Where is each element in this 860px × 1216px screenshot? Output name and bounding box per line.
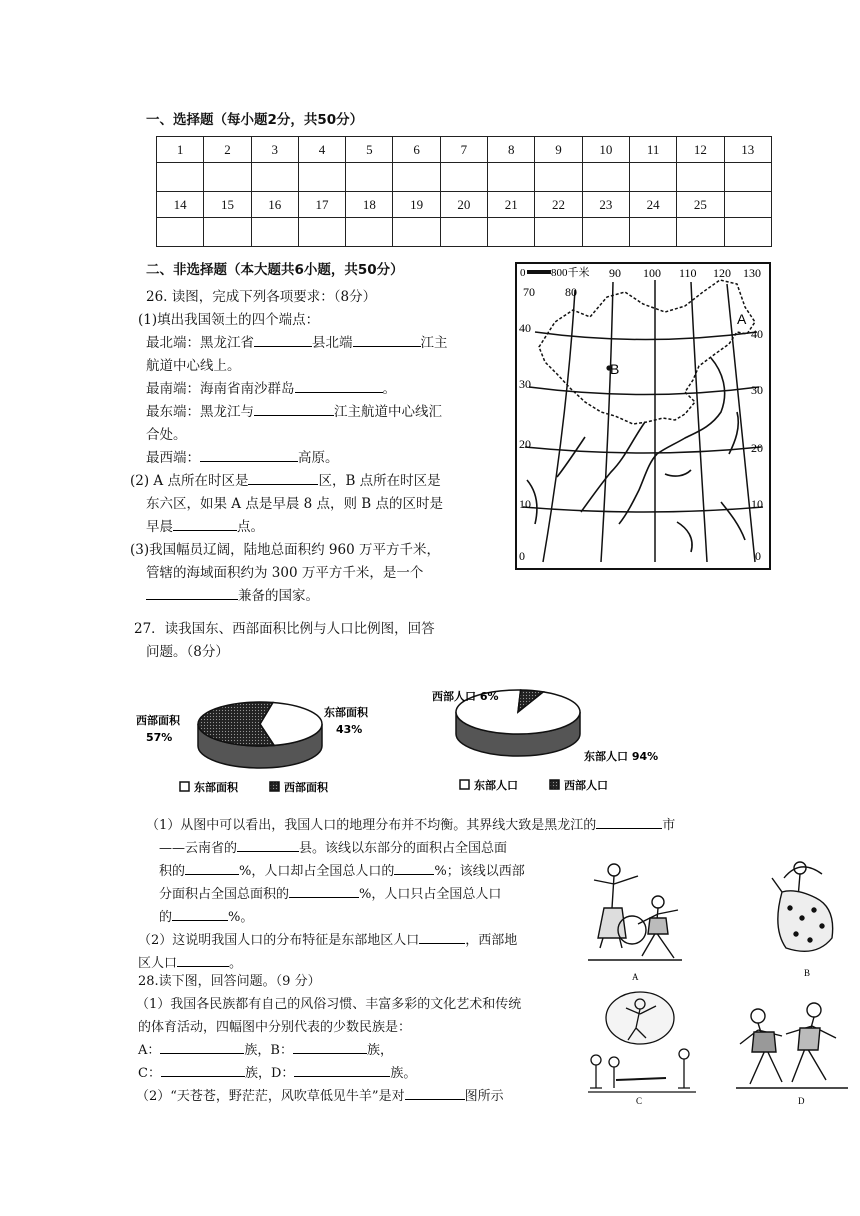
answer-cell[interactable] [629,163,676,192]
pie1-east-pct: 43% [336,723,363,736]
pie1-legend-west: 西部面积 [284,781,328,794]
pie1-legend-east: 东部面积 [194,781,238,794]
pie1-west-pct: 57% [146,731,173,744]
answer-cell[interactable] [251,218,298,247]
svg-text:0: 0 [520,267,526,279]
pie1-west-label: 西部面积 [136,714,180,727]
answer-cell[interactable] [393,163,440,192]
china-map [515,262,771,576]
question-number-cell: 4 [298,137,345,163]
answer-cell[interactable] [393,218,440,247]
svg-text:40: 40 [519,321,531,335]
question-number-cell: 16 [251,192,298,218]
question-number-cell: 14 [157,192,204,218]
lon-120: 120 [713,266,731,280]
svg-text:0: 0 [755,549,761,563]
question-number-cell: 23 [582,192,629,218]
answer-cell[interactable] [535,163,582,192]
svg-text:20: 20 [751,441,763,455]
question-number-cell: 13 [724,137,771,163]
section1-title: 一、选择题（每小题2分，共50分） [146,112,364,128]
question-26: 26. 读图，完成下列各项要求：（8分） (1)填出我国领土的四个端点： 最北端：黑龙江省 县北端 江主 航道中心线上。 最南端：海南省南沙群岛 。 最东端：黑龙江与 江主航道中心线汇 合处。 最西端： 高原。 (2) A 点所在时区是 区，B 点所在时区是 东六区，如果 A 点是早晨 8 点，则 B 点的区时是 早晨 点。 (3)我国幅员辽阔，陆地总面积约 960 万平方千米， 管辖的海域面积约为 300 万平方千米，是一个 兼备的国家。 [146,286,486,608]
question-number-cell: 21 [488,192,535,218]
answer-cell[interactable] [582,163,629,192]
question-number-cell: 12 [677,137,724,163]
question-number-cell: 11 [629,137,676,163]
question-number-cell: 18 [346,192,393,218]
lon-110: 110 [679,266,697,280]
answer-cell[interactable] [535,218,582,247]
question-number-cell: 6 [393,137,440,163]
svg-text:30: 30 [519,377,531,391]
answer-cell[interactable] [582,218,629,247]
answer-cell[interactable] [298,163,345,192]
answer-table [156,136,772,247]
answer-cell[interactable] [157,163,204,192]
question-number-cell: 9 [535,137,582,163]
lon-130: 130 [743,266,761,280]
answer-cell[interactable] [204,218,251,247]
q27-sub: （1）从图中可以看出，我国人口的地理分布并不均衡。其界线大致是黑龙江的 市 ——云南省的 县。该线以东部分的面积占全国总面 积的 %，人口却占全国总人口的 %；该线以西部 分面积占全国总面积的 %，人口只占全国总人口 的 %。 （2）这说明我国人口的分布特征是东部地区人口 ，西部地 区人口 。 [146,814,736,975]
answer-cell[interactable] [488,218,535,247]
question-number-cell: 17 [298,192,345,218]
answer-cell[interactable] [440,218,487,247]
pic-label-a: A [632,972,639,982]
answer-cell[interactable] [346,163,393,192]
question-number-cell: 2 [204,137,251,163]
illustration-b [772,862,833,951]
q28-head: 28.读下图，回答问题。（9 分） [138,974,321,989]
pic-label-b: B [804,968,811,978]
question-number-cell: 20 [440,192,487,218]
question-number-cell: 24 [629,192,676,218]
point-a-label: A [737,311,747,327]
answer-cell[interactable] [629,218,676,247]
lon-100: 100 [643,266,661,280]
question-number-cell: 25 [677,192,724,218]
lon-70: 70 [523,285,535,299]
question-27: 27．读我国东、西部面积比例与人口比例图，回答 问题。（8分） [134,618,474,664]
illustration-c [588,992,696,1092]
answer-cell[interactable] [204,163,251,192]
population-pie-chart [426,682,666,806]
answer-cell[interactable] [724,163,771,192]
q26-part1: (1)填出我国领土的四个端点： [138,312,320,328]
ethnic-illustrations [586,848,858,1112]
svg-text:30: 30 [751,383,763,397]
lon-80: 80 [565,285,577,299]
pie2-legend-east: 东部人口 [474,779,518,792]
answer-cell[interactable] [157,218,204,247]
question-number-cell [724,192,771,218]
question-number-cell: 10 [582,137,629,163]
svg-text:0: 0 [519,549,525,563]
question-number-cell: 15 [204,192,251,218]
answer-cell[interactable] [724,218,771,247]
pie2-legend-west: 西部人口 [564,779,608,792]
pic-label-c: C [636,1096,643,1106]
answer-cell[interactable] [677,218,724,247]
scale-label: 800千米 [551,267,590,279]
question-number-cell: 1 [157,137,204,163]
point-b-label: B [610,361,620,377]
pie2-east-label: 东部人口 94% [584,750,659,763]
pie2-west-label: 西部人口 6% [432,690,499,703]
question-number-cell: 8 [488,137,535,163]
svg-text:10: 10 [519,497,531,511]
q26-head: 26. 读图，完成下列各项要求：（8分） [146,289,377,305]
illustration-d [736,1003,848,1088]
answer-cell[interactable] [298,218,345,247]
pie1-east-label: 东部面积 [324,706,368,719]
svg-text:40: 40 [751,327,763,341]
question-number-cell: 7 [440,137,487,163]
area-pie-chart [134,694,394,810]
question-28: 28.读下图，回答问题。（9 分） （1）我国各民族都有自己的风俗习惯、丰富多彩的文化艺术和传统 的体育活动，四幅图中分别代表的少数民族是： A： 族，B： 族， C： 族，D： 族。 （2）“天苍苍，野茫茫，风吹草低见牛羊”是对 图所示 [138,970,578,1108]
svg-text:10: 10 [751,497,763,511]
question-number-cell: 19 [393,192,440,218]
svg-text:20: 20 [519,437,531,451]
question-number-cell: 22 [535,192,582,218]
question-number-cell: 3 [251,137,298,163]
lon-90: 90 [609,266,621,280]
answer-cell[interactable] [677,163,724,192]
q26-north-cont: 航道中心线上。 [146,358,241,374]
section2-title: 二、非选择题（本大题共6小题，共50分） [146,262,404,278]
illustration-a [588,864,682,960]
answer-cell[interactable] [346,218,393,247]
answer-cell[interactable] [440,163,487,192]
answer-cell[interactable] [488,163,535,192]
answer-cell[interactable] [251,163,298,192]
pic-label-d: D [798,1096,805,1106]
question-number-cell: 5 [346,137,393,163]
q27-head: 27．读我国东、西部面积比例与人口比例图，回答 [134,621,435,637]
